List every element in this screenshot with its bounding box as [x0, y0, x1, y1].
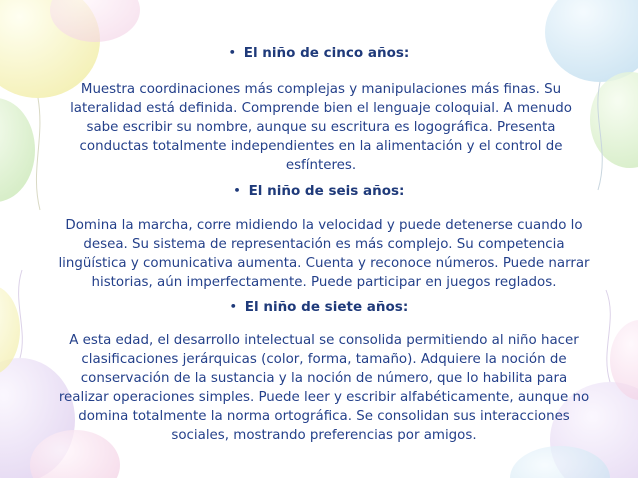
heading-text: El niño de seis años:	[248, 183, 405, 199]
section-text-seven-years: A esta edad, el desarrollo intelectual se consolida permitiendo al niño hacer clasificaciones jerárquicas (color, forma, tamaño). Adquiere la noción de conservación de la sustancia y la noción de número, que lo habilita para realizar operaciones simples. Puede leer y escribir alfabéticamente, aunque no domina totalmente la norma ortográfica. Se consolidan sus interacciones sociales, mostrando preferencias por amigos.	[58, 333, 590, 443]
heading-text: El niño de siete años:	[244, 299, 409, 315]
section-heading-six-years	[0, 182, 638, 200]
section-heading-five-years	[0, 44, 638, 62]
section-text-six-years: Domina la marcha, corre midiendo la velocidad y puede detenerse cuando lo desea. Su sistema de representación es más complejo. Su competencia lingüística y comunicativa aumenta. Cuenta y reconoce números. Puede narrar historias, aún imperfectamente. Puede participar en juegos reglados.	[58, 218, 590, 290]
section-text-five-years: Muestra coordinaciones más complejas y manipulaciones más finas. Su lateralidad está definida. Comprende bien el lenguaje coloquial. A menudo sabe escribir su nombre, aunque su escritura es logográfica. Presenta conductas totalmente independientes en la alimentación y el control de esfínteres.	[70, 82, 572, 173]
section-heading-seven-years	[0, 298, 638, 316]
bullet-icon: •	[229, 300, 237, 313]
bullet-icon: •	[233, 184, 241, 197]
bullet-icon: •	[228, 46, 236, 59]
heading-text: El niño de cinco años:	[243, 45, 410, 61]
